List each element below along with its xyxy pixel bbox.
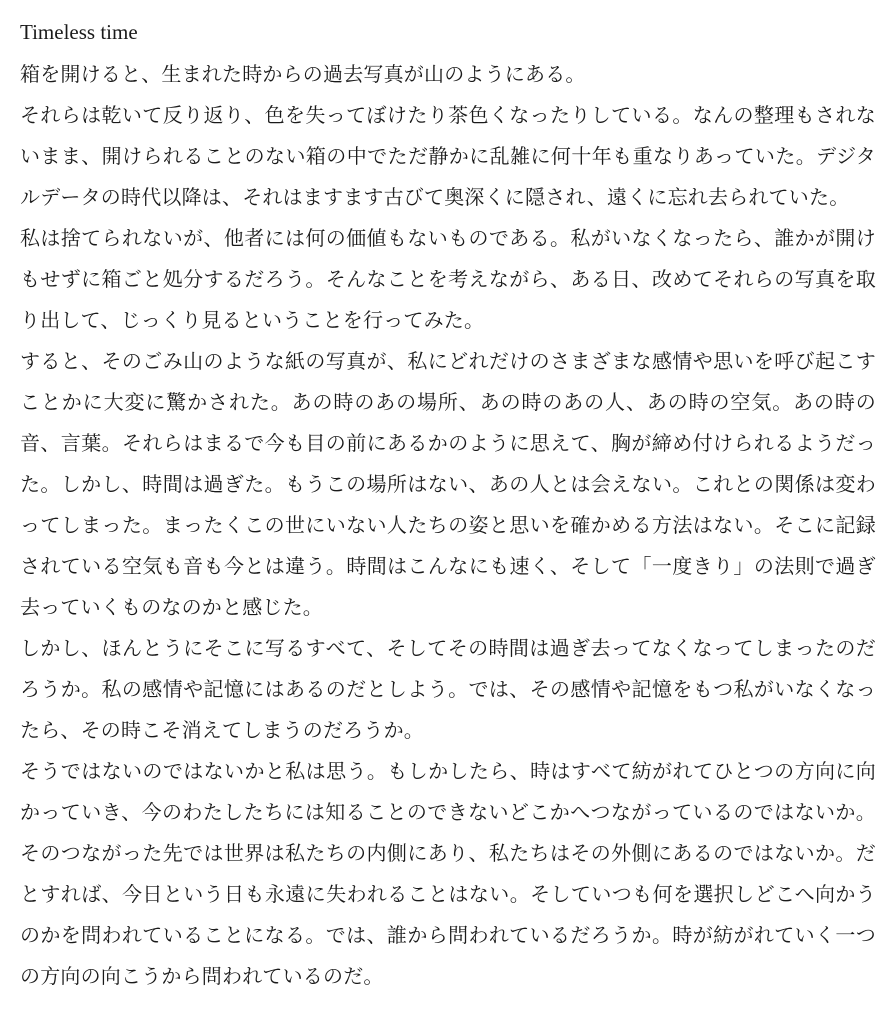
paragraph-5: しかし、ほんとうにそこに写るすべて、そしてその時間は過ぎ去ってなくなってしまったのだろうか。私の感情や記憶にはあるのだとしよう。では、その感情や記憶をもつ私がいなくなったら、その時こそ消えてしまうのだろうか。: [20, 636, 876, 742]
paragraph-2: それらは乾いて反り返り、色を失ってぼけたり茶色くなったりしている。なんの整理もされないまま、開けられることのない箱の中でただ静かに乱雑に何十年も重なりあっていた。デジタルデータの時代以降は、それはますます古びて奥深くに隠され、遠くに忘れ去られていた。: [20, 103, 876, 209]
paragraph-1: 箱を開けると、生まれた時からの過去写真が山のようにある。: [20, 62, 586, 86]
paragraph-3: 私は捨てられないが、他者には何の価値もないものである。私がいなくなったら、誰かが開けもせずに箱ごと処分するだろう。そんなことを考えながら、ある日、改めてそれらの写真を取り出して、じっくり見るということを行ってみた。: [20, 226, 876, 332]
document-title: Timeless time: [20, 20, 138, 44]
document-page: [20, 17, 876, 997]
paragraph-4: すると、そのごみ山のような紙の写真が、私にどれだけのさまざまな感情や思いを呼び起こすことかに大変に驚かされた。あの時のあの場所、あの時のあの人、あの時の空気。あの時の音、言葉。それらはまるで今も目の前にあるかのように思えて、胸が締め付けられるようだった。しかし、時間は過ぎた。もうこの場所はない、あの人とは会えない。これとの関係は変わってしまった。まったくこの世にいない人たちの姿と思いを確かめる方法はない。そこに記録されている空気も音も今とは違う。時間はこんなにも速く、そして「一度きり」の法則で過ぎ去っていくものなのかと感じた。: [20, 349, 876, 619]
paragraph-6: そうではないのではないかと私は思う。もしかしたら、時はすべて紡がれてひとつの方向に向かっていき、今のわたしたちには知ることのできないどこかへつながっているのではないか。そのつながった先では世界は私たちの内側にあり、私たちはその外側にあるのではないか。だとすれば、今日という日も永遠に失われることはない。そしていつも何を選択しどこへ向かうのかを問われていることになる。では、誰から問われているだろうか。時が紡がれていく一つの方向の向こうから問われているのだ。: [20, 759, 876, 988]
